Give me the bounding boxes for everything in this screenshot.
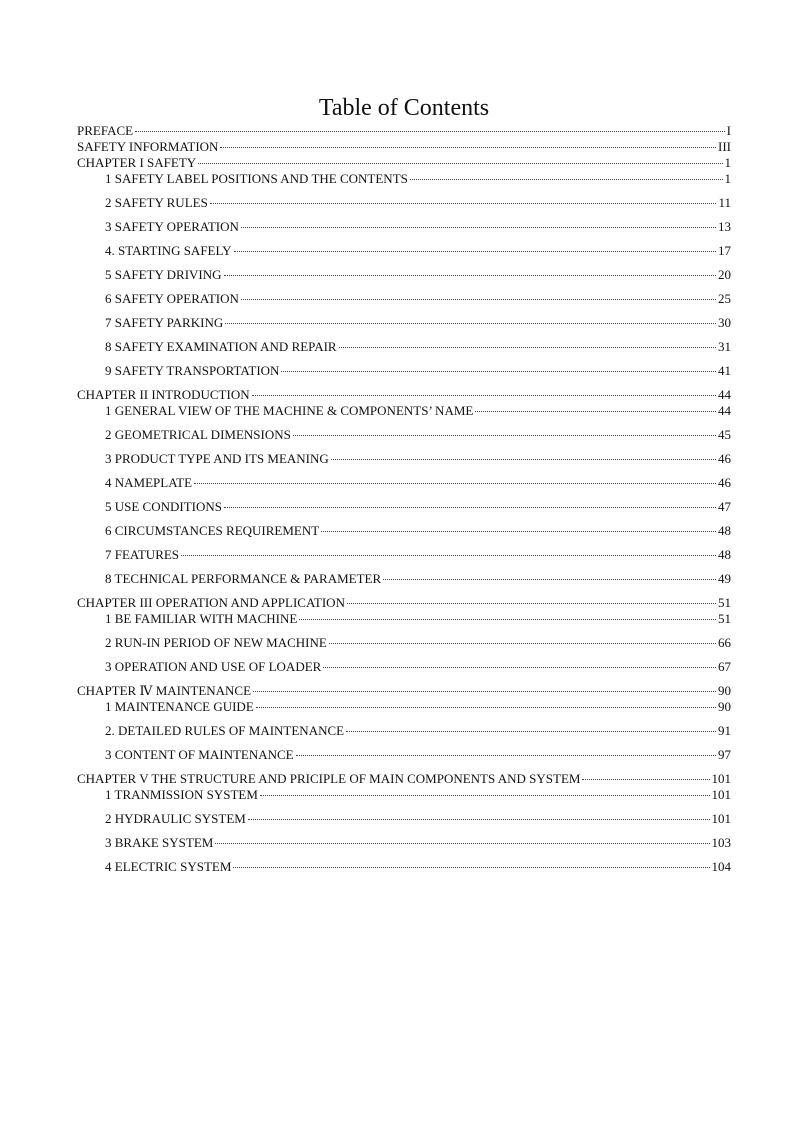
- toc-page-number: 66: [718, 635, 731, 650]
- toc-entry-label: 6 SAFETY OPERATION: [105, 291, 239, 306]
- dot-leader: [346, 730, 716, 732]
- toc-page-number: 41: [718, 363, 731, 378]
- table-of-contents: [77, 123, 731, 874]
- dot-leader: [233, 866, 709, 868]
- toc-chapter-entry[interactable]: [77, 387, 731, 402]
- dot-leader: [582, 778, 709, 780]
- dot-leader: [248, 818, 710, 820]
- dot-leader: [347, 602, 716, 604]
- dot-leader: [253, 690, 716, 692]
- toc-entry-label: 3 CONTENT OF MAINTENANCE: [105, 747, 294, 762]
- toc-section-entry[interactable]: [77, 723, 731, 738]
- toc-page-number: 101: [711, 787, 731, 802]
- toc-section-entry[interactable]: [77, 787, 731, 802]
- toc-page-number: 1: [724, 155, 731, 170]
- toc-entry-label: 3 OPERATION AND USE OF LOADER: [105, 659, 322, 674]
- toc-entry-label: 2. DETAILED RULES OF MAINTENANCE: [105, 723, 345, 738]
- toc-page-number: 90: [718, 683, 731, 698]
- toc-entry-label: 1 TRANMISSION SYSTEM: [105, 787, 258, 802]
- toc-section-entry[interactable]: [77, 811, 731, 826]
- toc-entry-label: 1 MAINTENANCE GUIDE: [105, 699, 254, 714]
- toc-section-entry[interactable]: [77, 635, 731, 650]
- toc-entry-label: 5 SAFETY DRIVING: [105, 267, 222, 282]
- toc-page-number: 1: [724, 171, 731, 186]
- toc-entry-label: PREFACE: [77, 123, 134, 138]
- toc-entry-label: 2 RUN-IN PERIOD OF NEW MACHINE: [105, 635, 327, 650]
- toc-page-number: 31: [718, 339, 731, 354]
- dot-leader: [281, 370, 716, 372]
- toc-section-entry[interactable]: [77, 835, 731, 850]
- toc-chapter-entry[interactable]: [77, 595, 731, 610]
- dot-leader: [321, 530, 716, 532]
- toc-page-number: 44: [718, 403, 731, 418]
- toc-page-number: 49: [718, 571, 731, 586]
- toc-page-number: 30: [718, 315, 731, 330]
- dot-leader: [181, 554, 716, 556]
- dot-leader: [210, 202, 717, 204]
- toc-entry-label: 4 ELECTRIC SYSTEM: [105, 859, 232, 874]
- toc-section-entry[interactable]: [77, 475, 731, 490]
- toc-entry-label: 7 FEATURES: [105, 547, 180, 562]
- toc-section-entry[interactable]: [77, 315, 731, 330]
- dot-leader: [329, 642, 716, 644]
- dot-leader: [339, 346, 716, 348]
- toc-page-number: III: [718, 139, 731, 154]
- toc-entry-label: 8 SAFETY EXAMINATION AND REPAIR: [105, 339, 337, 354]
- dot-leader: [241, 298, 716, 300]
- toc-entry-label: SAFETY INFORMATION: [77, 139, 219, 154]
- toc-entry-label: 2 GEOMETRICAL DIMENSIONS: [105, 427, 291, 442]
- dot-leader: [323, 666, 716, 668]
- toc-entry-label: 4 NAMEPLATE: [105, 475, 193, 490]
- toc-section-entry[interactable]: [77, 363, 731, 378]
- toc-page-number: 47: [718, 499, 731, 514]
- toc-chapter-entry[interactable]: [77, 123, 731, 138]
- dot-leader: [256, 706, 716, 708]
- dot-leader: [234, 250, 716, 252]
- toc-section-entry[interactable]: [77, 659, 731, 674]
- toc-section-entry[interactable]: [77, 267, 731, 282]
- toc-entry-label: 1 SAFETY LABEL POSITIONS AND THE CONTENTS: [105, 171, 408, 186]
- toc-section-entry[interactable]: [77, 523, 731, 538]
- toc-section-entry[interactable]: [77, 499, 731, 514]
- dot-leader: [224, 274, 716, 276]
- toc-section-entry[interactable]: [77, 547, 731, 562]
- toc-page-number: 51: [718, 611, 731, 626]
- toc-entry-label: 2 SAFETY RULES: [105, 195, 208, 210]
- dot-leader: [198, 162, 722, 164]
- dot-leader: [475, 410, 716, 412]
- dot-leader: [224, 506, 716, 508]
- toc-chapter-entry[interactable]: [77, 139, 731, 154]
- toc-entry-label: 1 BE FAMILIAR WITH MACHINE: [105, 611, 298, 626]
- toc-section-entry[interactable]: [77, 427, 731, 442]
- toc-entry-label: 3 PRODUCT TYPE AND ITS MEANING: [105, 451, 329, 466]
- toc-section-entry[interactable]: [77, 339, 731, 354]
- toc-page-number: 48: [718, 523, 731, 538]
- toc-entry-label: 1 GENERAL VIEW OF THE MACHINE & COMPONENTS’ NAME: [105, 403, 474, 418]
- toc-section-entry[interactable]: [77, 451, 731, 466]
- toc-entry-label: CHAPTER II INTRODUCTION: [77, 387, 250, 402]
- toc-section-entry[interactable]: [77, 571, 731, 586]
- toc-entry-label: 9 SAFETY TRANSPORTATION: [105, 363, 280, 378]
- toc-chapter-entry[interactable]: [77, 155, 731, 170]
- toc-section-entry[interactable]: [77, 859, 731, 874]
- toc-entry-label: CHAPTER III OPERATION AND APPLICATION: [77, 595, 345, 610]
- toc-page-number: I: [726, 123, 731, 138]
- toc-page-number: 45: [718, 427, 731, 442]
- dot-leader: [135, 130, 725, 132]
- dot-leader: [260, 794, 710, 796]
- toc-entry-label: 3 BRAKE SYSTEM: [105, 835, 214, 850]
- dot-leader: [252, 394, 716, 396]
- dot-leader: [225, 322, 716, 324]
- dot-leader: [241, 226, 716, 228]
- toc-page-number: 13: [718, 219, 731, 234]
- toc-page-number: 103: [711, 835, 731, 850]
- toc-page-number: 11: [718, 195, 731, 210]
- toc-entry-label: CHAPTER Ⅳ MAINTENANCE: [77, 683, 252, 698]
- toc-page-number: 25: [718, 291, 731, 306]
- dot-leader: [215, 842, 709, 844]
- toc-entry-label: 3 SAFETY OPERATION: [105, 219, 239, 234]
- dot-leader: [194, 482, 716, 484]
- toc-section-entry[interactable]: [77, 747, 731, 762]
- dot-leader: [299, 618, 716, 620]
- toc-section-entry[interactable]: [77, 291, 731, 306]
- toc-page-number: 46: [718, 475, 731, 490]
- toc-chapter-entry[interactable]: [77, 771, 731, 786]
- toc-section-entry[interactable]: [77, 611, 731, 626]
- toc-page-number: 101: [711, 771, 731, 786]
- toc-page-number: 67: [718, 659, 731, 674]
- toc-page-number: 44: [718, 387, 731, 402]
- toc-section-entry[interactable]: [77, 403, 731, 418]
- toc-page-number: 90: [718, 699, 731, 714]
- dot-leader: [331, 458, 716, 460]
- dot-leader: [410, 178, 723, 180]
- toc-page-number: 51: [718, 595, 731, 610]
- toc-section-entry[interactable]: [77, 219, 731, 234]
- toc-section-entry[interactable]: [77, 699, 731, 714]
- toc-entry-label: 2 HYDRAULIC SYSTEM: [105, 811, 246, 826]
- toc-page-number: 46: [718, 451, 731, 466]
- toc-entry-label: CHAPTER V THE STRUCTURE AND PRICIPLE OF MAIN COMPONENTS AND SYSTEM: [77, 771, 581, 786]
- toc-entry-label: CHAPTER I SAFETY: [77, 155, 197, 170]
- toc-page-number: 20: [718, 267, 731, 282]
- toc-section-entry[interactable]: [77, 195, 731, 210]
- toc-page-number: 97: [718, 747, 731, 762]
- dot-leader: [383, 578, 716, 580]
- toc-page-number: 17: [718, 243, 731, 258]
- toc-entry-label: 6 CIRCUMSTANCES REQUIREMENT: [105, 523, 320, 538]
- toc-page-number: 101: [711, 811, 731, 826]
- dot-leader: [296, 754, 716, 756]
- toc-page-number: 104: [711, 859, 731, 874]
- toc-entry-label: 4. STARTING SAFELY: [105, 243, 232, 258]
- toc-page-number: 91: [718, 723, 731, 738]
- toc-section-entry[interactable]: [77, 243, 731, 258]
- toc-entry-label: 8 TECHNICAL PERFORMANCE & PARAMETER: [105, 571, 382, 586]
- toc-entry-label: 5 USE CONDITIONS: [105, 499, 222, 514]
- page-title: Table of Contents: [318, 95, 490, 121]
- dot-leader: [220, 146, 716, 148]
- toc-page-number: 48: [718, 547, 731, 562]
- toc-entry-label: 7 SAFETY PARKING: [105, 315, 224, 330]
- dot-leader: [293, 434, 716, 436]
- toc-chapter-entry[interactable]: [77, 683, 731, 698]
- toc-section-entry[interactable]: [77, 171, 731, 186]
